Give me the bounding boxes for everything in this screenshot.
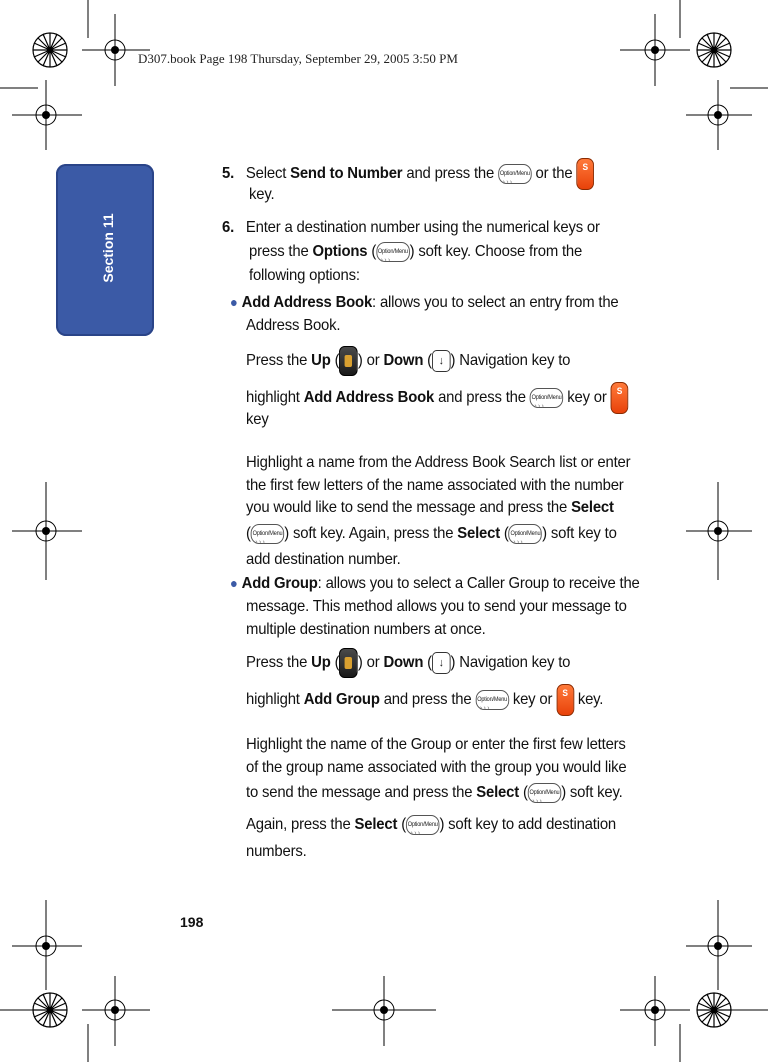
down-nav-key-icon: ↓ [432, 350, 451, 372]
bullet-icon: ● [230, 294, 238, 310]
bullet-2-h3: to send the message and press the Select ( Option/Menu › › › ) soft key. [246, 781, 623, 804]
send-to-number-label: Send to Number [290, 165, 403, 183]
up-nav-key-icon [339, 346, 358, 376]
page-number: 198 [180, 914, 204, 930]
bullet-add-group: ● Add Group: allows you to select a Caller Group to receive the [230, 575, 640, 592]
bullet-add-address-book: ● Add Address Book: allows you to select an entry from the [230, 294, 619, 311]
option-menu-key-icon: Option/Menu › › › [509, 524, 542, 544]
bullet-1-highlight-line: highlight Add Address Book and press the Option/Menu › › › key or S [246, 382, 628, 414]
option-menu-key-icon: Option/Menu › › › [530, 388, 563, 408]
step-6-line-1: 6. Enter a destination number using the numerical keys or [222, 219, 600, 236]
option-menu-key-icon: Option/Menu › › › [376, 242, 409, 262]
bullet-1-h1: Highlight a name from the Address Book Search list or enter [246, 454, 631, 471]
bullet-icon: ● [230, 575, 238, 591]
bullet-1-press-line: Press the Up ( ) or Down ( ↓ ) Navigation key to [246, 346, 570, 376]
down-nav-key-icon: ↓ [432, 652, 451, 674]
print-header: D307.book Page 198 Thursday, September 29, 2005 3:50 PM [138, 51, 458, 66]
bullet-2-h1: Highlight the name of the Group or enter the first few letters [246, 736, 626, 753]
s-key-icon: S [576, 158, 594, 190]
bullet-2-h4: Again, press the Select ( Option/Menu › › › ) soft key to add destination [246, 813, 616, 836]
up-nav-key-icon [339, 648, 358, 678]
option-menu-key-icon: Option/Menu › › › [528, 783, 561, 803]
section-tab-label: Section 11 [100, 213, 116, 283]
bullet-2-h5: numbers. [246, 843, 307, 860]
bullet-2-desc-3: multiple destination numbers at once. [246, 621, 486, 638]
bullet-1-h4: ( Option/Menu › › › ) soft key. Again, press the Select ( Option/Menu › › › ) soft key to [246, 522, 617, 545]
option-menu-key-icon: Option/Menu › › › [498, 164, 531, 184]
bullet-2-h2: of the group name associated with the group you would like [246, 759, 627, 776]
bullet-1-h5: add destination number. [246, 551, 401, 568]
s-key-icon: S [611, 382, 629, 414]
bullet-1-h3: you would like to send the message and press the Select [246, 499, 614, 516]
option-menu-key-icon: Option/Menu › › › [251, 524, 284, 544]
step-5-line-2: key. [249, 186, 275, 203]
step-6-line-2: press the Options ( Option/Menu › › › ) soft key. Choose from the [249, 240, 582, 263]
step-5-line-1: 5. Select Send to Number and press the Option/Menu › › › or the S [222, 158, 594, 190]
bullet-2-press-line: Press the Up ( ) or Down ( ↓ ) Navigation key to [246, 648, 570, 678]
option-menu-key-icon: Option/Menu › › › [475, 690, 508, 710]
bullet-1-key-line: key [246, 411, 269, 428]
bullet-1-h2: the first few letters of the name associated with the number [246, 477, 624, 494]
option-menu-key-icon: Option/Menu › › › [406, 815, 439, 835]
bullet-2-highlight-line: highlight Add Group and press the Option/Menu › › › key or S key. [246, 684, 603, 716]
s-key-icon: S [556, 684, 574, 716]
bullet-1-desc-2: Address Book. [246, 317, 341, 334]
bullet-2-desc-2: message. This method allows you to send your message to [246, 598, 627, 615]
step-6-line-3: following options: [249, 267, 360, 284]
